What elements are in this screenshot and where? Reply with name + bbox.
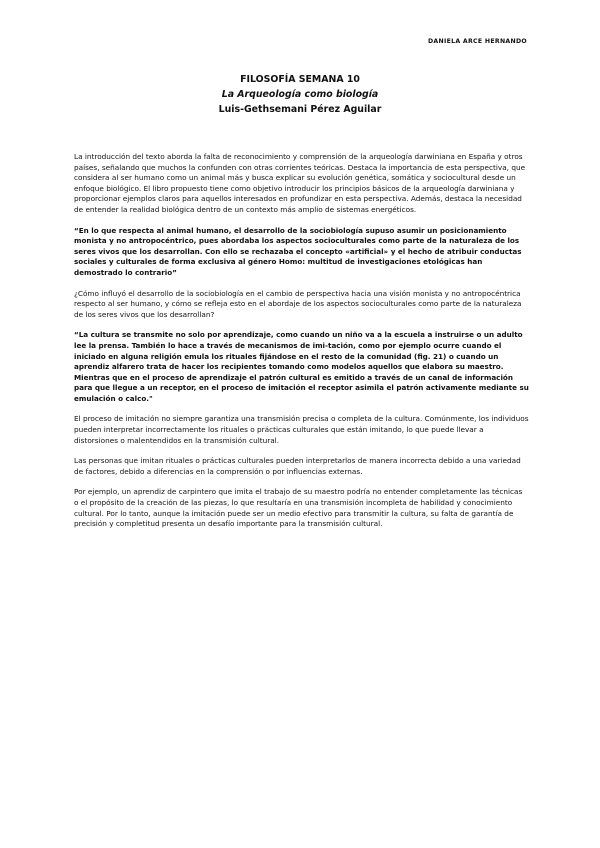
paragraph-intro: La introducción del texto aborda la falta de reconocimiento y comprensión de la arqueología darwiniana en España y otros países, señalando que muchos la confunden con otras corrientes teóricas. Destaca la importancia de esta perspectiva, que considera al ser humano como un animal más y busca explicar su evolución genética, somática y sociocultural desde un enfoque biológico. El libro propuesto tiene como objetivo introducir los principios básicos de la arqueología darwiniana y proporcionar ejemplos claros para aquellos interesados en profundizar en esta perspectiva. Además, destaca la necesidad de entender la realidad biológica dentro de un contexto más amplio de sistemas energéticos. [74, 152, 526, 214]
quote-sociobiology: “En lo que respecta al animal humano, el desarrollo de la sociobiología supuso asumir un posicionamiento monista y no antropocéntrico, pues abordaba los aspectos socioculturales como parte de la naturaleza de los seres vivos que los desarrollan. Con ello se rechazaba el concepto «artificial» y el hecho de atribuir conductas sociales y culturales de forma exclusiva al género Homo: multitud de investigaciones etológicas han demostrado lo contrario” [74, 225, 522, 277]
title-block [0, 72, 600, 117]
quote-culture-transmission: “La cultura se transmite no solo por aprendizaje, como cuando un niño va a la escuela a instruirse o un adulto lee la prensa. También lo hace a través de mecanismos de imi-tación, como por ejemplo ocurre cuando el iniciado en alguna religión emula los rituales fijándose en el resto de la comunidad (fig. 21) o cuando un aprendiz alfarero trata de hacer los recipientes tomando como modelos aquellos que elabora su maestro. Mientras que en el proceso de aprendizaje el patrón cultural es emitido a través de un canal de información para que llegue a un receptor, en el proceso de imitación el receptor asimila el patrón activamente mediante su emulación o calco." [74, 330, 529, 403]
paragraph-interpretation: Las personas que imitan rituales o prácticas culturales pueden interpretarlos de manera incorrecta debido a una variedad de factores, debido a diferencias en la comprensión o por influencias externas. [74, 456, 521, 476]
header-author: DANIELA ARCE HERNANDO [427, 38, 527, 45]
document-subtitle: La Arqueología como biología [221, 89, 379, 100]
paragraph-question: ¿Cómo influyó el desarrollo de la sociobiología en el cambio de perspectiva hacia una visión monista y no antropocéntrica respecto al ser humano, y cómo se refleja esto en el abordaje de los aspectos socioculturales como parte de la naturaleza de los seres vivos que los desarrollan? [74, 288, 522, 319]
course-title: FILOSOFÍA SEMANA 10 [240, 74, 360, 85]
paragraph-example: Por ejemplo, un aprendiz de carpintero que imita el trabajo de su maestro podría no entender completamente las técnicas o el propósito de la creación de las piezas, lo que resultaría en una transmisión incompleta de habilidad y conocimiento cultural. Por lo tanto, aunque la imitación puede ser un medio efectivo para transmitir la cultura, su falta de garantía de precisión y completitud presenta un desafío importante para la transmisión cultural. [74, 487, 523, 529]
document-body [74, 152, 529, 540]
paragraph-imitation: El proceso de imitación no siempre garantiza una transmisión precisa o completa de la cultura. Comúnmente, los individuos pueden interpretar incorrectamente los rituales o prácticas culturales que están imitando, lo que puede llevar a distorsiones o malentendidos en la transmisión cultural. [74, 414, 529, 445]
document-author: Luis-Gethsemani Pérez Aguilar [218, 104, 382, 115]
